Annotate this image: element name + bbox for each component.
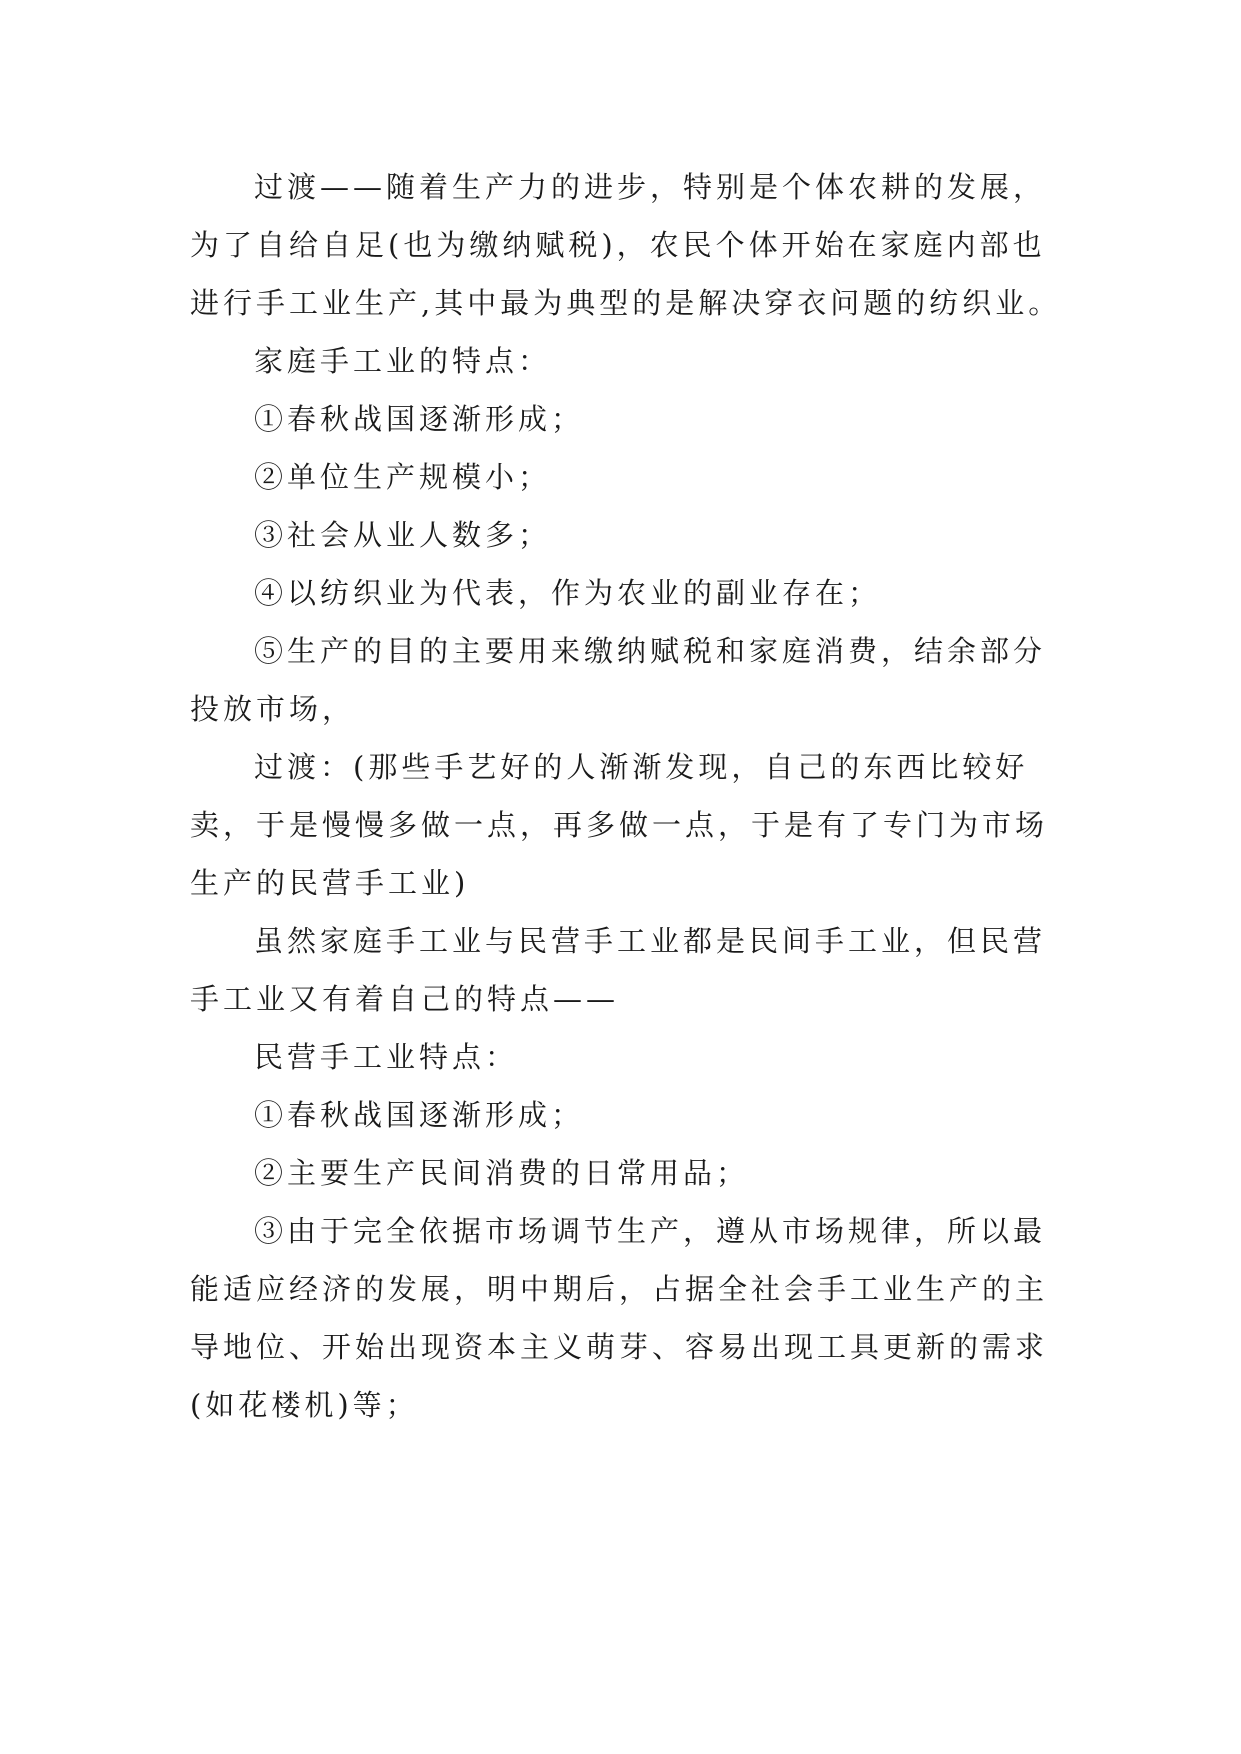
text-line: (如花楼机)等； (190, 1388, 419, 1422)
list-item: ①春秋战国逐渐形成； (254, 1098, 585, 1132)
list-item: ①春秋战国逐渐形成； (254, 402, 585, 436)
text-line: 为了自给自足(也为缴纳赋税)，农民个体开始在家庭内部也 (190, 228, 1046, 262)
section-heading: 家庭手工业的特点： (254, 344, 552, 378)
text-line: 虽然家庭手工业与民营手工业都是民间手工业，但民营 (254, 924, 1047, 958)
text-line: 卖，于是慢慢多做一点，再多做一点，于是有了专门为市场 (190, 808, 1049, 842)
text-line: 过渡：(那些手艺好的人渐渐发现，自己的东西比较好 (254, 750, 1029, 784)
document-body (190, 158, 1060, 1434)
list-item: ③由于完全依据市场调节生产，遵从市场规律，所以最 (254, 1214, 1047, 1248)
list-item: ⑤生产的目的主要用来缴纳赋税和家庭消费，结余部分 (254, 634, 1047, 668)
text-line: 生产的民营手工业) (190, 866, 470, 900)
list-item: ③社会从业人数多； (254, 518, 552, 552)
list-item: ④以纺织业为代表，作为农业的副业存在； (254, 576, 882, 610)
list-item: ②单位生产规模小； (254, 460, 552, 494)
text-line: 进行手工业生产,其中最为典型的是解决穿衣问题的纺织业。 (190, 286, 1062, 320)
text-line: 过渡——随着生产力的进步，特别是个体农耕的发展， (254, 170, 1047, 204)
section-heading: 民营手工业特点： (254, 1040, 519, 1074)
text-line: 导地位、开始出现资本主义萌芽、容易出现工具更新的需求 (190, 1330, 1049, 1364)
text-line: 投放市场， (190, 692, 356, 726)
text-line: 能适应经济的发展，明中期后，占据全社会手工业生产的主 (190, 1272, 1049, 1306)
list-item: ②主要生产民间消费的日常用品； (254, 1156, 750, 1190)
text-line: 手工业又有着自己的特点—— (190, 982, 620, 1016)
